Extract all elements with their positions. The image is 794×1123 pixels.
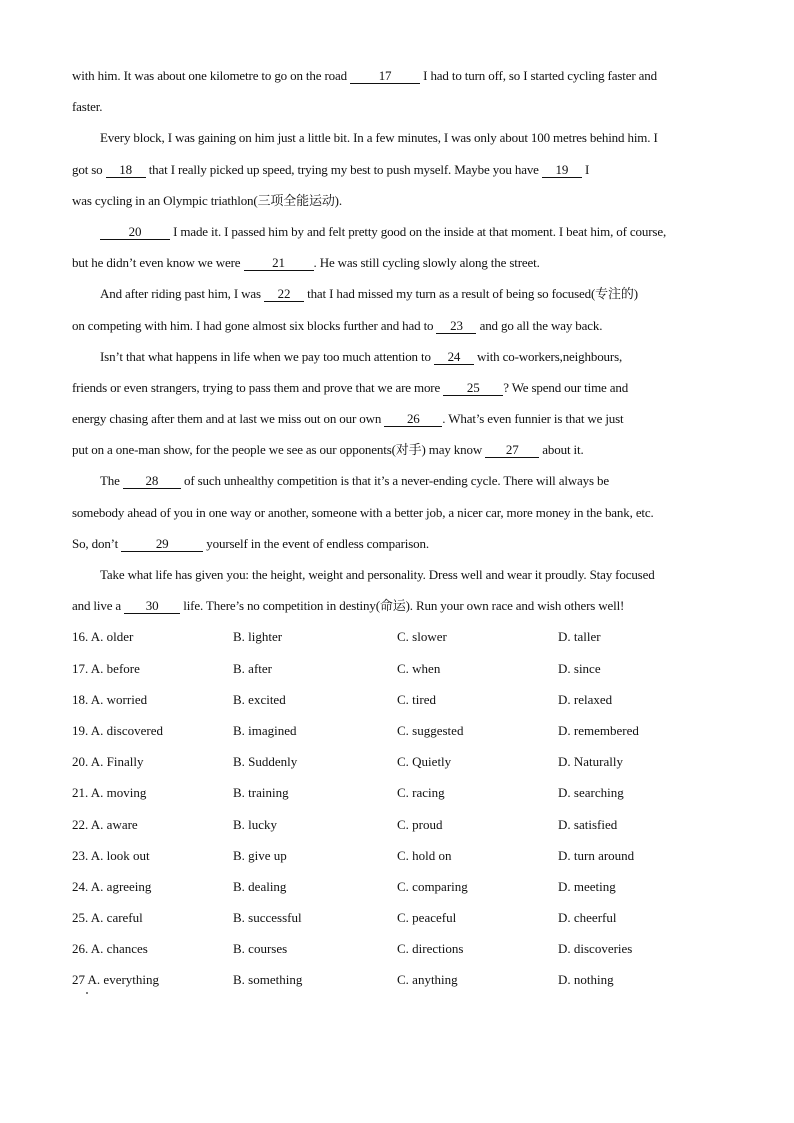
document-page — [72, 60, 724, 996]
cloze-passage — [72, 60, 724, 621]
passage-text: energy chasing after them and at last we miss out on our own — [72, 411, 385, 427]
option-b: B. lighter — [233, 629, 283, 645]
option-a: 23. A. look out — [72, 847, 150, 863]
option-b: B. imagined — [233, 722, 297, 738]
option-a: 27 A. everything — [72, 972, 160, 988]
option-a: 20. A. Finally — [72, 754, 144, 770]
stray-dot — [86, 992, 88, 994]
option-d: D. Naturally — [558, 754, 623, 770]
option-a: 26. A. chances — [72, 941, 148, 957]
passage-text: friends or even strangers, trying to pass them and prove that we are more — [72, 379, 444, 395]
passage-text: The — [100, 473, 123, 489]
passage-text: life. There’s no competition in destiny(命运). Run your own race and wish others well! — [180, 598, 625, 614]
passage-text: that I had missed my turn as a result of being so focused(专注的) — [304, 286, 638, 302]
blank-28: 28 — [123, 474, 181, 489]
option-d: D. meeting — [558, 878, 616, 894]
passage-text: with him. It was about one kilometre to go on the road — [72, 68, 351, 83]
option-row-26 — [72, 933, 724, 964]
option-b: B. excited — [233, 691, 286, 707]
option-b: B. after — [233, 660, 272, 676]
blank-26: 26 — [384, 412, 442, 427]
option-c: C. when — [397, 660, 441, 676]
passage-line — [72, 278, 724, 309]
option-c: C. racing — [397, 785, 445, 801]
option-d: D. relaxed — [558, 691, 613, 707]
passage-text: with co-workers,neighbours, — [473, 348, 623, 364]
option-a: 19. A. discovered — [72, 722, 163, 738]
option-a: 18. A. worried — [72, 691, 148, 707]
option-b: B. Suddenly — [233, 754, 298, 770]
option-d: D. searching — [558, 785, 624, 801]
option-row-23 — [72, 840, 724, 871]
option-b: B. lucky — [233, 816, 278, 832]
option-row-20 — [72, 746, 724, 777]
passage-line — [72, 154, 724, 185]
option-row-21 — [72, 777, 724, 808]
blank-30: 30 — [124, 599, 180, 614]
passage-text: of such unhealthy competition is that it’s a never-ending cycle. There will always be — [180, 473, 609, 489]
blank-29: 29 — [121, 537, 203, 552]
option-c: C. anything — [397, 972, 458, 988]
option-c: C. suggested — [397, 722, 464, 738]
option-c: C. hold on — [397, 847, 452, 863]
passage-text: Take what life has given you: the height, weight and personality. Dress well and wear it proudly. Stay focused — [100, 567, 655, 582]
option-c: C. tired — [397, 691, 436, 707]
blank-19: 19 — [542, 163, 582, 178]
passage-line — [72, 403, 724, 434]
option-b: B. successful — [233, 910, 302, 926]
option-row-16 — [72, 621, 724, 652]
option-row-22 — [72, 809, 724, 840]
passage-text: but he didn’t even know we were — [72, 255, 244, 271]
option-c: C. comparing — [397, 878, 468, 894]
passage-line — [72, 590, 724, 621]
passage-line — [72, 465, 724, 496]
blank-27: 27 — [485, 443, 539, 458]
passage-line — [72, 559, 724, 590]
option-c: C. directions — [397, 941, 464, 957]
passage-line — [72, 91, 724, 122]
passage-text: put on a one-man show, for the people we see as our opponents(对手) may know — [72, 442, 486, 458]
option-b: B. dealing — [233, 878, 287, 894]
blank-25: 25 — [443, 381, 503, 396]
blank-22: 22 — [264, 287, 304, 302]
option-row-27 — [72, 964, 724, 995]
option-a: 21. A. moving — [72, 785, 147, 801]
blank-21: 21 — [244, 256, 314, 271]
option-d: D. remembered — [558, 722, 639, 738]
option-b: B. training — [233, 785, 289, 801]
passage-text: was cycling in an Olympic triathlon(三项全能运动). — [72, 192, 342, 208]
passage-text: . What’s even funnier is that we just — [442, 411, 624, 427]
option-d: D. turn around — [558, 847, 635, 863]
option-b: B. give up — [233, 847, 287, 863]
passage-text: So, don’t — [72, 535, 122, 551]
blank-20: 20 — [100, 225, 170, 240]
blank-23: 23 — [436, 319, 476, 334]
option-c: C. peaceful — [397, 910, 457, 926]
option-a: 17. A. before — [72, 660, 140, 676]
passage-text: and go all the way back. — [476, 317, 603, 333]
passage-line — [72, 216, 724, 247]
passage-text: got so — [72, 161, 106, 177]
option-row-25 — [72, 902, 724, 933]
option-d: D. since — [558, 660, 601, 676]
option-a: 25. A. careful — [72, 910, 143, 926]
passage-text: . He was still cycling slowly along the street. — [313, 255, 540, 271]
passage-text: on competing with him. I had gone almost six blocks further and had to — [72, 317, 437, 333]
option-d: D. taller — [558, 629, 601, 645]
passage-text: faster. — [72, 99, 103, 115]
passage-text: I had to turn off, so I started cycling faster and — [420, 68, 657, 83]
passage-line — [72, 434, 724, 465]
passage-text: I — [581, 161, 590, 177]
option-d: D. satisfied — [558, 816, 618, 832]
option-row-24 — [72, 871, 724, 902]
option-a: 16. A. older — [72, 629, 134, 645]
blank-24: 24 — [434, 350, 474, 365]
option-b: B. courses — [233, 941, 288, 957]
passage-text: I made it. I passed him by and felt pretty good on the inside at that moment. I beat him, of course, — [170, 223, 667, 239]
passage-line — [72, 341, 724, 372]
option-row-19 — [72, 715, 724, 746]
option-c: C. Quietly — [397, 754, 452, 770]
passage-line — [72, 528, 724, 559]
passage-text: ? We spend our time and — [503, 379, 629, 395]
passage-text: And after riding past him, I was — [100, 286, 265, 302]
option-a: 24. A. agreeing — [72, 878, 152, 894]
blank-17: 17 — [350, 69, 420, 84]
passage-text: yourself in the event of endless comparison. — [203, 535, 429, 551]
passage-line — [72, 60, 724, 91]
option-c: C. slower — [397, 629, 447, 645]
option-d: D. cheerful — [558, 910, 617, 926]
passage-line — [72, 185, 724, 216]
blank-18: 18 — [106, 163, 146, 178]
passage-text: that I really picked up speed, trying my best to push myself. Maybe you have — [145, 161, 542, 177]
passage-text: Isn’t that what happens in life when we pay too much attention to — [100, 348, 434, 364]
passage-text: and live a — [72, 598, 125, 614]
option-d: D. discoveries — [558, 941, 633, 957]
option-a: 22. A. aware — [72, 816, 138, 832]
option-b: B. something — [233, 972, 303, 988]
option-d: D. nothing — [558, 972, 614, 988]
option-c: C. proud — [397, 816, 443, 832]
passage-line — [72, 372, 724, 403]
option-row-18 — [72, 684, 724, 715]
passage-text: about it. — [539, 442, 584, 458]
passage-line — [72, 247, 724, 278]
option-row-17 — [72, 653, 724, 684]
passage-line — [72, 310, 724, 341]
passage-line — [72, 122, 724, 153]
answer-options — [72, 621, 724, 995]
passage-text: Every block, I was gaining on him just a little bit. In a few minutes, I was only about 100 metres behind him. I — [100, 130, 658, 146]
passage-text: somebody ahead of you in one way or another, someone with a better job, a nicer car, more money in the bank, etc. — [72, 504, 654, 520]
passage-line — [72, 497, 724, 528]
